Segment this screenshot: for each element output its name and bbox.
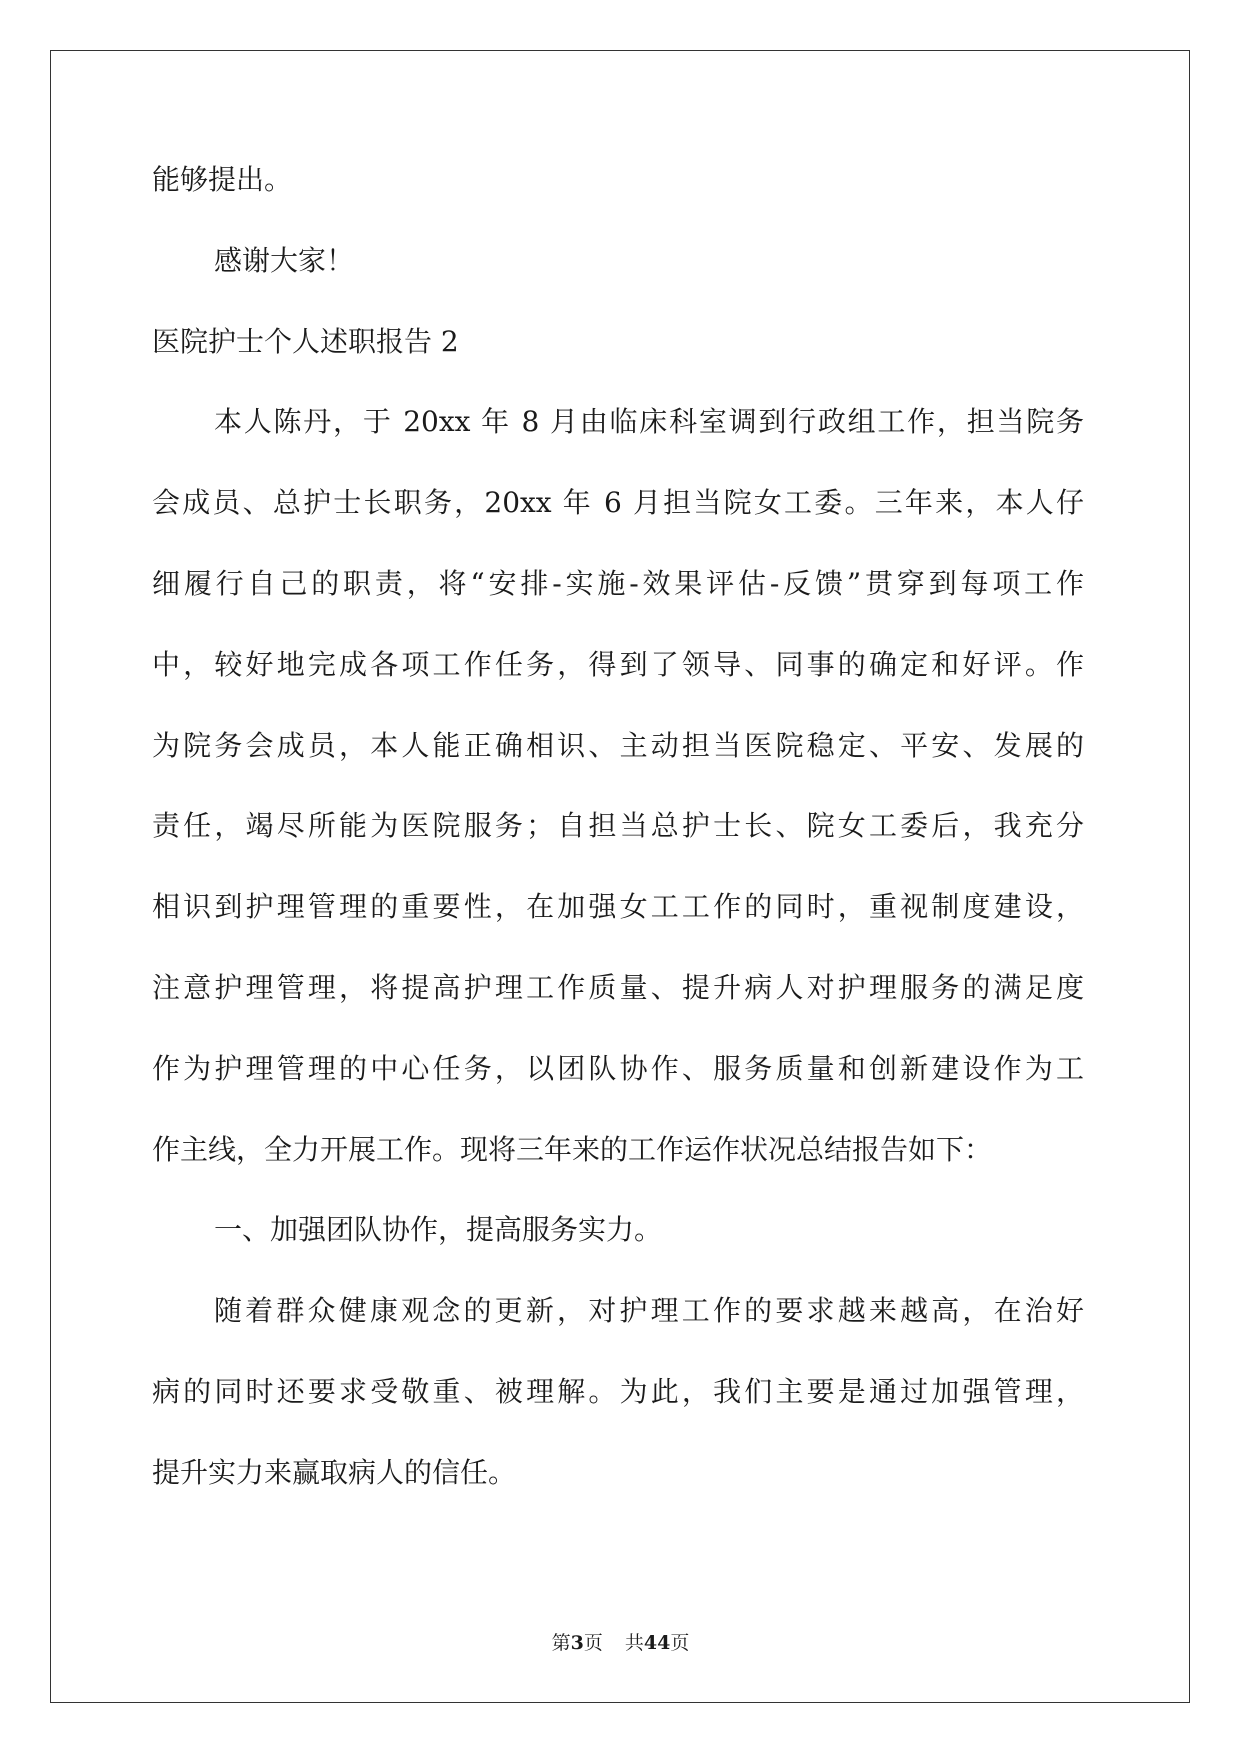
text-line: 本人陈丹，于 20xx 年 8 月由临床科室调到行政组工作，担当院务 — [214, 405, 1084, 439]
text-line: 责任，竭尽所能为医院服务；自担当总护士长、院女工委后，我充分 — [152, 809, 1084, 843]
text-line: 为院务会成员，本人能正确相识、主动担当医院稳定、平安、发展的 — [152, 728, 1084, 762]
text-line: 作为护理管理的中心任务，以团队协作、服务质量和创新建设作为工 — [152, 1051, 1084, 1085]
total-unit: 页 — [670, 1632, 690, 1654]
text-line: 病的同时还要求受敬重、被理解。为此，我们主要是通过加强管理， — [152, 1374, 1084, 1408]
section-title: 医院护士个人述职报告 2 — [152, 324, 459, 358]
page-unit: 页 — [583, 1632, 603, 1654]
page-number: 3 — [570, 1632, 584, 1654]
text-line: 提升实力来赢取病人的信任。 — [152, 1455, 517, 1489]
page-prefix: 第 — [551, 1632, 571, 1654]
text-line: 注意护理管理，将提高护理工作质量、提升病人对护理服务的满足度 — [152, 970, 1084, 1004]
document-body — [152, 160, 1084, 1534]
text-line: 作主线，全力开展工作。现将三年来的工作运作状况总结报告如下： — [152, 1132, 993, 1166]
total-prefix: 共 — [624, 1632, 644, 1654]
text-line: 会成员、总护士长职务，20xx 年 6 月担当院女工委。三年来，本人仔 — [152, 486, 1084, 520]
page-total: 44 — [643, 1632, 671, 1654]
text-line: 随着群众健康观念的更新，对护理工作的要求越来越高，在治好 — [214, 1294, 1084, 1328]
page-footer — [0, 1631, 1241, 1655]
text-line: 感谢大家！ — [214, 243, 355, 277]
text-line: 细履行自己的职责，将“安排-实施-效果评估-反馈”贯穿到每项工作 — [152, 566, 1084, 600]
text-line: 中，较好地完成各项工作任务，得到了领导、同事的确定和好评。作 — [152, 647, 1084, 681]
subsection-heading: 一、加强团队协作，提高服务实力。 — [214, 1213, 663, 1247]
text-line: 能够提出。 — [152, 163, 293, 196]
text-line: 相识到护理管理的重要性，在加强女工工作的同时，重视制度建设， — [152, 890, 1084, 924]
